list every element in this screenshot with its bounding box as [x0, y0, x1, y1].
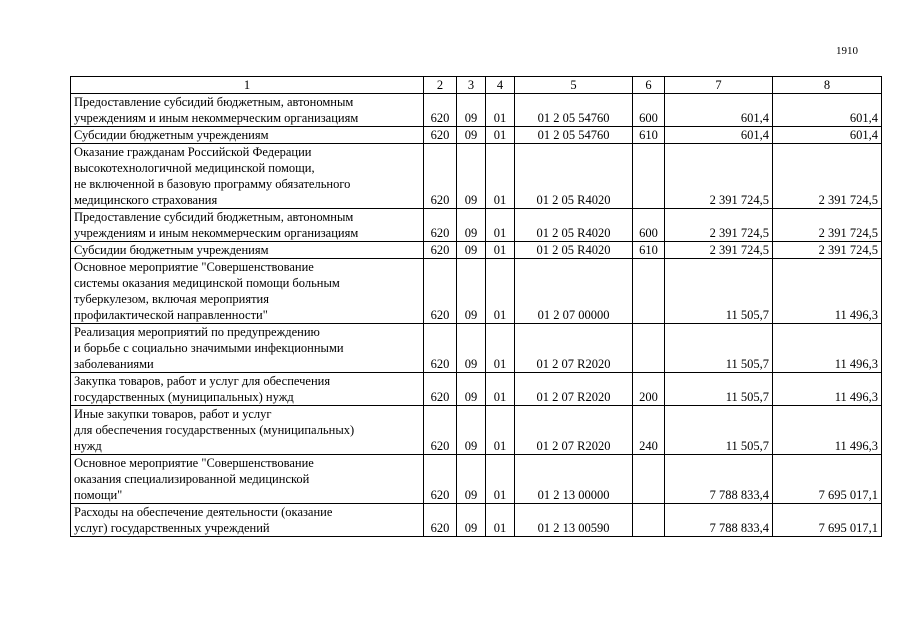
expense-type-cell — [633, 324, 665, 373]
amount-year-1-cell: 11 505,7 — [665, 406, 773, 455]
header-cell-5: 5 — [515, 77, 633, 94]
table-row — [71, 94, 882, 127]
table-row — [71, 406, 882, 455]
amount-year-1-cell: 2 391 724,5 — [665, 144, 773, 209]
amount-year-1-cell: 11 505,7 — [665, 259, 773, 324]
table-row — [71, 144, 882, 209]
subsection-code-cell: 01 — [486, 144, 515, 209]
table-row — [71, 504, 882, 537]
subsection-code-cell: 01 — [486, 455, 515, 504]
header-cell-3: 3 — [457, 77, 486, 94]
expense-type-cell: 610 — [633, 242, 665, 259]
section-code-cell: 09 — [457, 209, 486, 242]
subsection-code-cell: 01 — [486, 373, 515, 406]
ministry-code-cell: 620 — [424, 127, 457, 144]
expense-type-cell — [633, 504, 665, 537]
expense-type-cell: 600 — [633, 94, 665, 127]
section-code-cell: 09 — [457, 406, 486, 455]
ministry-code-cell: 620 — [424, 504, 457, 537]
amount-year-2-cell: 2 391 724,5 — [773, 242, 882, 259]
expense-name-cell: Предоставление субсидий бюджетным, автономным учреждениям и иным некоммерческим организациям — [71, 209, 424, 242]
table-header-row — [71, 77, 882, 94]
expense-name-cell: Предоставление субсидий бюджетным, автономным учреждениям и иным некоммерческим организациям — [71, 94, 424, 127]
expense-name-cell: Основное мероприятие "Совершенствование оказания специализированной медицинской помощи" — [71, 455, 424, 504]
table-row — [71, 259, 882, 324]
table-row — [71, 209, 882, 242]
target-article-cell: 01 2 05 54760 — [515, 94, 633, 127]
subsection-code-cell: 01 — [486, 242, 515, 259]
page-number: 1910 — [836, 45, 858, 57]
expense-type-cell: 240 — [633, 406, 665, 455]
budget-table — [70, 76, 882, 537]
expense-type-cell: 600 — [633, 209, 665, 242]
section-code-cell: 09 — [457, 504, 486, 537]
target-article-cell: 01 2 13 00590 — [515, 504, 633, 537]
amount-year-2-cell: 2 391 724,5 — [773, 144, 882, 209]
ministry-code-cell: 620 — [424, 406, 457, 455]
expense-name-cell: Закупка товаров, работ и услуг для обеспечения государственных (муниципальных) нужд — [71, 373, 424, 406]
amount-year-1-cell: 11 505,7 — [665, 373, 773, 406]
expense-name-cell: Иные закупки товаров, работ и услуг для обеспечения государственных (муниципальных) нужд — [71, 406, 424, 455]
expense-type-cell: 610 — [633, 127, 665, 144]
amount-year-2-cell: 11 496,3 — [773, 406, 882, 455]
expense-type-cell — [633, 455, 665, 504]
target-article-cell: 01 2 07 R2020 — [515, 406, 633, 455]
subsection-code-cell: 01 — [486, 406, 515, 455]
ministry-code-cell: 620 — [424, 259, 457, 324]
target-article-cell: 01 2 05 R4020 — [515, 242, 633, 259]
section-code-cell: 09 — [457, 373, 486, 406]
header-cell-8: 8 — [773, 77, 882, 94]
ministry-code-cell: 620 — [424, 373, 457, 406]
amount-year-2-cell: 11 496,3 — [773, 324, 882, 373]
expense-name-cell: Реализация мероприятий по предупреждению и борьбе с социально значимыми инфекционными заболеваниями — [71, 324, 424, 373]
section-code-cell: 09 — [457, 144, 486, 209]
ministry-code-cell: 620 — [424, 455, 457, 504]
expense-name-cell: Субсидии бюджетным учреждениям — [71, 127, 424, 144]
amount-year-1-cell: 2 391 724,5 — [665, 209, 773, 242]
table-row — [71, 127, 882, 144]
amount-year-2-cell: 7 695 017,1 — [773, 455, 882, 504]
section-code-cell: 09 — [457, 242, 486, 259]
ministry-code-cell: 620 — [424, 324, 457, 373]
target-article-cell: 01 2 07 00000 — [515, 259, 633, 324]
amount-year-1-cell: 601,4 — [665, 94, 773, 127]
header-cell-6: 6 — [633, 77, 665, 94]
target-article-cell: 01 2 13 00000 — [515, 455, 633, 504]
table-row — [71, 324, 882, 373]
expense-name-cell: Субсидии бюджетным учреждениям — [71, 242, 424, 259]
amount-year-2-cell: 11 496,3 — [773, 259, 882, 324]
expense-type-cell — [633, 144, 665, 209]
section-code-cell: 09 — [457, 455, 486, 504]
ministry-code-cell: 620 — [424, 242, 457, 259]
amount-year-2-cell: 11 496,3 — [773, 373, 882, 406]
subsection-code-cell: 01 — [486, 259, 515, 324]
table-row — [71, 455, 882, 504]
section-code-cell: 09 — [457, 324, 486, 373]
section-code-cell: 09 — [457, 259, 486, 324]
ministry-code-cell: 620 — [424, 94, 457, 127]
expense-name-cell: Оказание гражданам Российской Федерации высокотехнологичной медицинской помощи, не включенной в базовую программу обязательного медицинского страхования — [71, 144, 424, 209]
header-cell-1: 1 — [71, 77, 424, 94]
expense-name-cell: Основное мероприятие "Совершенствование системы оказания медицинской помощи больным туберкулезом, включая мероприятия профилактической направленности" — [71, 259, 424, 324]
subsection-code-cell: 01 — [486, 209, 515, 242]
expense-name-cell: Расходы на обеспечение деятельности (оказание услуг) государственных учреждений — [71, 504, 424, 537]
amount-year-2-cell: 2 391 724,5 — [773, 209, 882, 242]
ministry-code-cell: 620 — [424, 144, 457, 209]
header-cell-4: 4 — [486, 77, 515, 94]
subsection-code-cell: 01 — [486, 324, 515, 373]
expense-type-cell — [633, 259, 665, 324]
subsection-code-cell: 01 — [486, 94, 515, 127]
table-row — [71, 373, 882, 406]
header-cell-7: 7 — [665, 77, 773, 94]
target-article-cell: 01 2 07 R2020 — [515, 324, 633, 373]
target-article-cell: 01 2 05 54760 — [515, 127, 633, 144]
target-article-cell: 01 2 05 R4020 — [515, 209, 633, 242]
subsection-code-cell: 01 — [486, 504, 515, 537]
target-article-cell: 01 2 05 R4020 — [515, 144, 633, 209]
subsection-code-cell: 01 — [486, 127, 515, 144]
amount-year-2-cell: 601,4 — [773, 127, 882, 144]
amount-year-1-cell: 2 391 724,5 — [665, 242, 773, 259]
amount-year-1-cell: 7 788 833,4 — [665, 455, 773, 504]
section-code-cell: 09 — [457, 94, 486, 127]
amount-year-2-cell: 7 695 017,1 — [773, 504, 882, 537]
amount-year-1-cell: 601,4 — [665, 127, 773, 144]
amount-year-1-cell: 7 788 833,4 — [665, 504, 773, 537]
target-article-cell: 01 2 07 R2020 — [515, 373, 633, 406]
ministry-code-cell: 620 — [424, 209, 457, 242]
expense-type-cell: 200 — [633, 373, 665, 406]
amount-year-2-cell: 601,4 — [773, 94, 882, 127]
amount-year-1-cell: 11 505,7 — [665, 324, 773, 373]
section-code-cell: 09 — [457, 127, 486, 144]
header-cell-2: 2 — [424, 77, 457, 94]
table-row — [71, 242, 882, 259]
